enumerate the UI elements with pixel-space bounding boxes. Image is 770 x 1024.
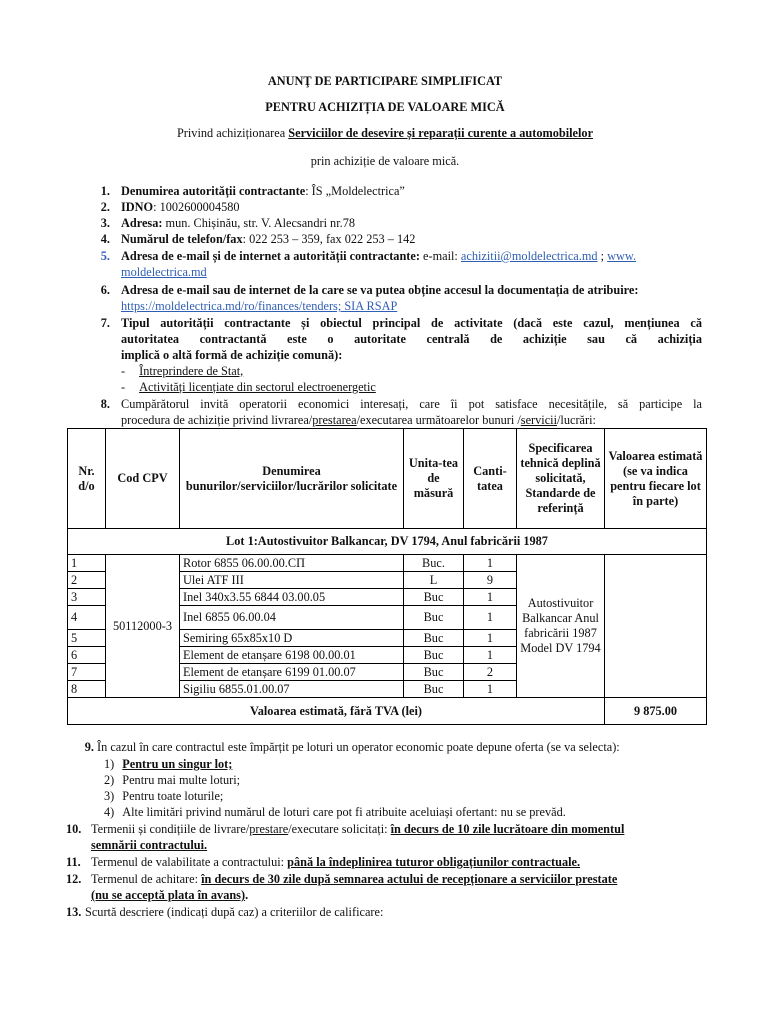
- tenders-link[interactable]: https://moldelectrica.md/ro/finances/tenders; SIA RSAP: [121, 299, 398, 313]
- total-label: Valoarea estimată, fără TVA (lei): [68, 698, 605, 725]
- item-1-label: Denumirea autorității contractante: [121, 184, 306, 198]
- item-4-number: 4.: [100, 232, 110, 246]
- section-10-cont: semnării contractului.: [91, 838, 208, 852]
- row-unit: Buc: [404, 589, 464, 606]
- cpv-code: 50112000-3: [106, 555, 180, 698]
- lot-option-3: [104, 788, 223, 804]
- item-8-number: 8.: [100, 397, 110, 411]
- row-nr: 2: [68, 572, 106, 589]
- row-qty: 1: [464, 555, 517, 572]
- lot-title: Lot 1:Autostivuitor Balkancar, DV 1794, Anul fabricării 1987: [68, 529, 707, 555]
- item-5-number: 5.: [100, 249, 110, 263]
- row-name: Ulei ATF III: [180, 572, 404, 589]
- section-12-cont: [91, 887, 248, 903]
- header-name: Denumirea bunurilor/serviciilor/lucrărilor solicitate: [180, 429, 404, 529]
- table-row: [68, 555, 707, 572]
- title-small-value: PENTRU ACHIZIȚIA DE VALOARE MICĂ: [265, 100, 505, 114]
- row-name: Sigiliu 6855.01.00.07: [180, 681, 404, 698]
- item-8-text-b: prestarea: [312, 413, 357, 427]
- row-qty: 1: [464, 681, 517, 698]
- option-number: 1): [104, 757, 115, 771]
- item-2-idno: [121, 199, 240, 215]
- section-13-number: 13.: [66, 905, 82, 919]
- option-text: Alte limitări privind numărul de loturi care pot fi atribuite aceluiași ofertant: nu se prevăd.: [122, 805, 566, 819]
- row-nr: 8: [68, 681, 106, 698]
- item-7-line2: autoritatea contractantă este o autoritate centrală de achiziție sau că achiziția: [121, 332, 702, 346]
- item-1-number: 1.: [100, 184, 110, 198]
- item-2-label: IDNO: [121, 200, 154, 214]
- item-8-text-a: procedura de achiziție privind livrarea/: [121, 413, 313, 427]
- row-qty: 1: [464, 606, 517, 630]
- header-value: Valoarea estimată (se va indica pentru fiecare lot în parte): [605, 429, 707, 529]
- row-unit: Buc: [404, 681, 464, 698]
- section-10-text: [91, 821, 624, 837]
- item-4-value: : 022 253 – 359, fax 022 253 – 142: [242, 232, 416, 246]
- row-unit: L: [404, 572, 464, 589]
- item-1-value: : ÎS „Moldelectrica”: [305, 184, 405, 198]
- row-nr: 3: [68, 589, 106, 606]
- row-unit: Buc: [404, 606, 464, 630]
- item-7-number: 7.: [100, 316, 110, 330]
- header-nr: Nr. d/o: [68, 429, 106, 529]
- bullet-2-text: Activități licențiate din sectorul electroenergetic: [139, 380, 376, 394]
- section-10-number: 10.: [66, 822, 82, 836]
- item-5-email-web: [121, 248, 636, 264]
- option-number: 3): [104, 789, 115, 803]
- section-13-text: Scurtă descriere (indicați după caz) a criteriilor de calificare:: [85, 905, 384, 919]
- bullet-1-text: Întreprindere de Stat,: [139, 364, 244, 378]
- item-5-label: Adresa de e-mail și de internet a autorității contractante:: [121, 249, 420, 263]
- row-nr: 5: [68, 630, 106, 647]
- item-3-number: 3.: [100, 216, 110, 230]
- row-nr: 1: [68, 555, 106, 572]
- option-text: Pentru mai multe loturi;: [122, 773, 241, 787]
- section-10-c: /executare solicitați:: [288, 822, 391, 836]
- option-number: 4): [104, 805, 115, 819]
- section-9-number: 9.: [84, 740, 94, 754]
- item-8-text-e: /lucrări:: [557, 413, 596, 427]
- website-link-part2[interactable]: moldelectrica.md: [121, 265, 207, 279]
- section-9-text: În cazul în care contractul este împărțit pe loturi un operator economic poate depune oferta (se va selecta):: [97, 740, 620, 754]
- item-2-number: 2.: [100, 200, 110, 214]
- item-5-separator: ;: [597, 249, 608, 263]
- header-unit: Unita-tea de măsură: [404, 429, 464, 529]
- intro-prefix: Privind achiziționarea: [176, 126, 289, 140]
- section-10-b: prestare: [249, 822, 289, 836]
- item-3-address: [121, 215, 355, 231]
- bullet-dash: -: [121, 364, 126, 378]
- item-5-email-prefix: e-mail:: [419, 249, 461, 263]
- section-12-text: [91, 871, 617, 887]
- item-4-phone: [121, 231, 415, 247]
- row-name: Element de etanșare 6198 00.00.01: [180, 647, 404, 664]
- spec-cell: Autostivuitor Balkancar Anul fabricării 1987 Model DV 1794: [517, 555, 605, 698]
- row-name: Semiring 65x85x10 D: [180, 630, 404, 647]
- total-row: [68, 698, 707, 725]
- lot-row: [68, 529, 707, 555]
- row-name: Inel 6855 06.00.04: [180, 606, 404, 630]
- intro-line: [0, 126, 770, 141]
- row-name: Element de etanșare 6199 01.00.07: [180, 664, 404, 681]
- total-value: 9 875.00: [605, 698, 707, 725]
- email-link[interactable]: achizitii@moldelectrica.md: [460, 249, 598, 263]
- section-11-number: 11.: [66, 855, 81, 869]
- header-cpv: Cod CPV: [106, 429, 180, 529]
- section-11-b: până la îndeplinirea tuturor obligațiunilor contractuale.: [287, 855, 581, 869]
- section-12-a: Termenul de achitare:: [91, 872, 202, 886]
- row-qty: 1: [464, 647, 517, 664]
- item-8-text-d: servicii: [520, 413, 557, 427]
- lot-option-1: [104, 756, 232, 772]
- row-unit: Buc: [404, 647, 464, 664]
- section-12-number: 12.: [66, 872, 82, 886]
- row-nr: 7: [68, 664, 106, 681]
- header-qty: Canti-tatea: [464, 429, 517, 529]
- row-nr: 6: [68, 647, 106, 664]
- item-6-number: 6.: [100, 283, 110, 297]
- section-12-b: în decurs de 30 zile după semnarea actului de recepționare a serviciilor prestate: [201, 872, 618, 886]
- lot-option-2: [104, 772, 240, 788]
- section-12-d: .: [245, 888, 249, 902]
- row-qty: 2: [464, 664, 517, 681]
- item-1-contracting-authority: [121, 183, 405, 199]
- lot-option-4: [104, 804, 566, 820]
- row-qty: 9: [464, 572, 517, 589]
- section-10-a: Termenii și condițiile de livrare/: [91, 822, 250, 836]
- item-3-value: mun. Chișinău, str. V. Alecsandri nr.78: [162, 216, 355, 230]
- item-6-label: Adresa de e-mail sau de internet de la care se va putea obține accesul la documentația de atribuire:: [121, 283, 639, 297]
- value-cell-empty: [605, 555, 707, 698]
- option-number: 2): [104, 773, 115, 787]
- row-unit: Buc: [404, 664, 464, 681]
- item-8-line1: Cumpărătorul invită operatorii economici interesați, care îi pot satisface necesitățile, să participe la: [121, 397, 702, 411]
- table-header-row: [68, 429, 707, 529]
- option-text: Pentru toate loturile;: [122, 789, 224, 803]
- intro-suffix: prin achiziție de valoare mică.: [310, 154, 460, 168]
- row-nr: 4: [68, 606, 106, 630]
- option-text: Pentru un singur lot;: [122, 757, 233, 771]
- intro-subject: Serviciilor de desevire și reparații curente a automobilelor: [288, 126, 594, 140]
- item-7-bullet-1: [121, 363, 243, 379]
- item-2-value: : 1002600004580: [153, 200, 240, 214]
- title-announcement: ANUNŢ DE PARTICIPARE SIMPLIFICAT: [267, 74, 503, 88]
- item-8-line2: [121, 412, 596, 428]
- bullet-dash: -: [121, 380, 126, 394]
- row-unit: Buc.: [404, 555, 464, 572]
- item-7-bullet-2: [121, 379, 376, 395]
- item-3-label: Adresa:: [121, 216, 163, 230]
- section-11-text: [91, 854, 580, 870]
- procurement-table: [67, 428, 707, 725]
- row-name: Inel 340x3.55 6844 03.00.05: [180, 589, 404, 606]
- section-12-c: (nu se acceptă plata în avans): [91, 888, 246, 902]
- item-7-line3: implică o altă formă de achiziție comună):: [121, 348, 343, 362]
- item-5-website-cont: [121, 264, 207, 280]
- item-8-text-c: /executarea următoarelor bunuri /: [356, 413, 521, 427]
- section-11-a: Termenul de valabilitate a contractului:: [91, 855, 288, 869]
- website-link-part1[interactable]: www.: [607, 249, 637, 263]
- row-name: Rotor 6855 06.00.00.СП: [180, 555, 404, 572]
- item-7-line1: Tipul autorității contractante și obiectul principal de activitate (dacă este cazul, mențiunea că: [121, 316, 702, 330]
- row-qty: 1: [464, 589, 517, 606]
- header-spec: Specificarea tehnică deplină solicitată, Standarde de referință: [517, 429, 605, 529]
- item-6-link-line: [121, 298, 397, 314]
- row-qty: 1: [464, 630, 517, 647]
- section-10-d: în decurs de 10 zile lucrătoare din momentul: [390, 822, 625, 836]
- row-unit: Buc: [404, 630, 464, 647]
- item-4-label: Numărul de telefon/fax: [121, 232, 243, 246]
